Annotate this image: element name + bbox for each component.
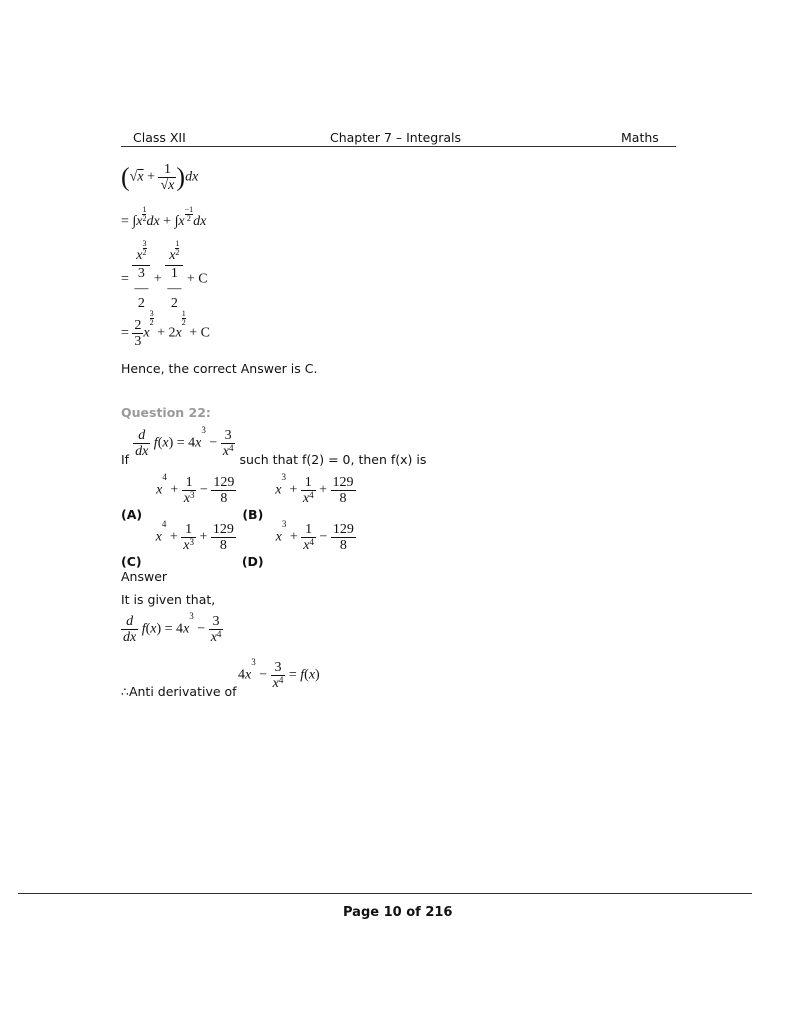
option-a-label: (A)	[121, 506, 143, 522]
math-step-1: = $\int x\frac{1}{2}$ dx + $\int x\frac{-1}{2}$ dx	[121, 205, 207, 229]
math-step-2: = $x\frac{3}{2}$ 3 ― 2 + $x\frac{1}{2}$ 1 ― 2 + C	[121, 239, 208, 311]
option-d-expr: $x^3$ + $\frac{1}{x^4}$ − $\frac{129}{8}$	[275, 519, 354, 553]
option-c-expr: $x^4$ + $\frac{1}{x^3}$ + $\frac{129}{8}$	[155, 519, 234, 553]
option-b-expr: $x^3$ + $\frac{1}{x^4}$ + $\frac{129}{8}$	[275, 472, 354, 506]
anti-derivative-text: ∴Anti derivative of	[121, 684, 237, 699]
conclusion-text: Hence, the correct Answer is C.	[121, 361, 318, 376]
footer-rule	[18, 893, 752, 894]
option-c-label: (C)	[121, 553, 142, 569]
options-row-2	[121, 519, 356, 569]
header-chapter: Chapter 7 – Integrals	[330, 130, 462, 145]
options-row-1	[121, 472, 356, 522]
question-label: Question 22:	[121, 405, 211, 420]
given-text: It is given that,	[121, 592, 216, 607]
page-number: Page 10 of 216	[343, 905, 453, 920]
given-equation: $\frac{d}{dx}$ $f(x) = 4x^3$ − $\frac{3}{x^4}$	[123, 611, 222, 645]
option-d-label: (D)	[241, 553, 264, 569]
header-subject: Maths	[621, 130, 659, 145]
header-rule	[121, 146, 676, 147]
condition-text: such that f(2) = 0, then f(x) is	[239, 452, 427, 467]
option-a-expr: $x^4$ + $\frac{1}{x^3}$ − $\frac{129}{8}$	[156, 472, 235, 506]
header-class: Class XII	[133, 130, 186, 145]
question-equation: $\frac{d}{dx}$ $f(x) = 4x^3$ − $\frac{3}{x^4}$	[135, 425, 234, 459]
option-b-label: (B)	[242, 506, 264, 522]
math-integrand: (√x + $\frac{1}{√x}$ )dx	[121, 162, 199, 193]
math-step-3: = $\frac{2}{3}$ $x\frac{3}{2}$ + $2x\frac{1}{2}$ + C	[121, 309, 210, 349]
answer-label: Answer	[121, 569, 168, 584]
if-word: If	[121, 452, 130, 467]
anti-derivative-equation: $4x^3$ − $\frac{3}{x^4}$ = f(x)	[238, 657, 320, 691]
question-statement	[121, 425, 427, 467]
